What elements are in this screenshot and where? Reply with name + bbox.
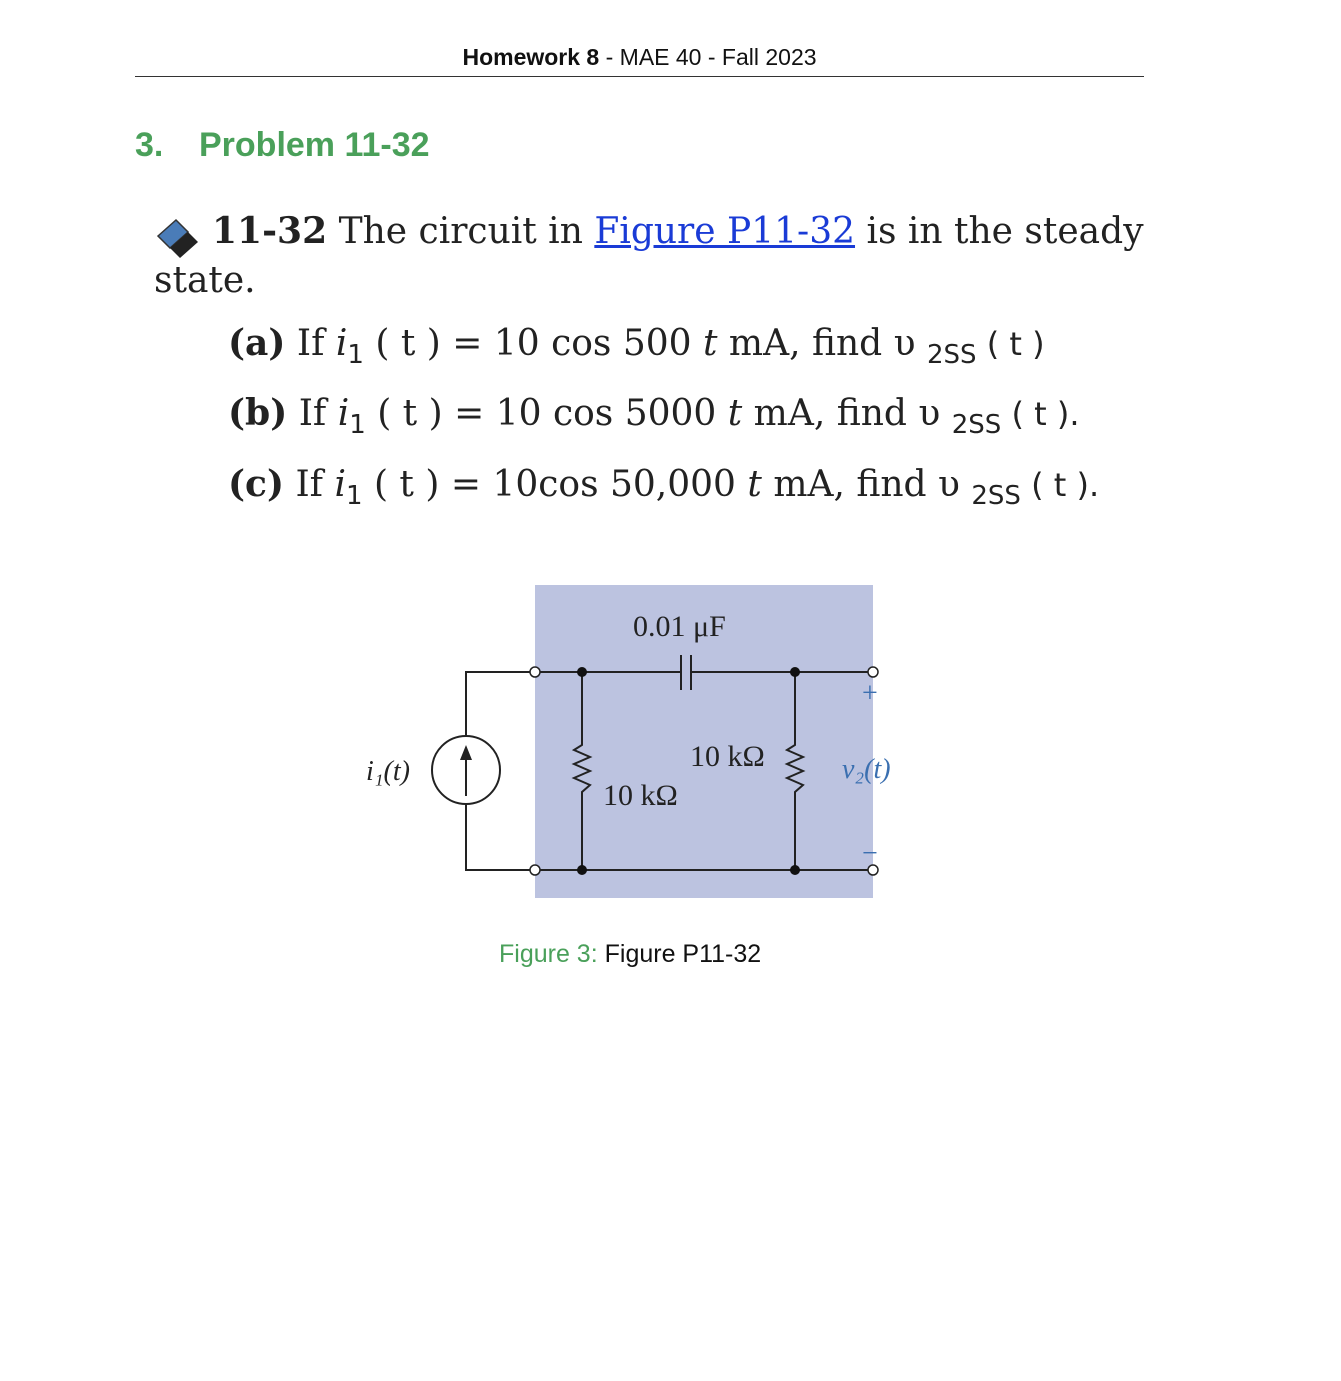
capacitor-label: 0.01 μF [633, 610, 726, 643]
node [577, 667, 587, 677]
caption-label: Figure 3: [499, 940, 598, 968]
sub: 1 [347, 340, 364, 370]
var-t: t [747, 464, 762, 505]
part-text: If [287, 393, 338, 434]
caption-text: Figure P11-32 [597, 940, 762, 968]
part-text: If [285, 323, 336, 364]
statement-line2: state. [154, 260, 256, 301]
r2-label: 10 kΩ [690, 740, 765, 773]
var-i: i [337, 393, 350, 434]
part-text: mA, find υ [717, 323, 927, 364]
part-text: ( t ) = 10cos 50,000 [362, 464, 748, 505]
part-label: (b) [228, 392, 288, 434]
sub: 2SS [971, 481, 1021, 511]
figure-link[interactable]: Figure P11-32 [594, 211, 856, 252]
node [577, 865, 587, 875]
terminal [868, 667, 878, 677]
source-label: i₁(t) [366, 756, 410, 787]
minus-sign: − [862, 838, 878, 869]
part-text: ( t ) [976, 325, 1045, 363]
problem-number: 11-32 [212, 210, 328, 252]
wire [466, 672, 530, 736]
part-text: ( t ). [1001, 395, 1080, 433]
output-label: v₂(t) [842, 754, 891, 785]
figure-caption [499, 940, 761, 969]
section-title: Problem 11-32 [199, 126, 430, 164]
part-text: ( t ) = 10 cos 5000 [365, 393, 728, 434]
terminal [530, 667, 540, 677]
statement-text: The circuit in [327, 211, 595, 252]
part-label: (c) [228, 463, 284, 505]
header-course: - MAE 40 - Fall 2023 [599, 44, 817, 70]
sub: 1 [349, 410, 366, 440]
statement-text: is in the steady [855, 211, 1144, 252]
node [790, 865, 800, 875]
sub: 2SS [951, 410, 1002, 440]
part-text: mA, find υ [742, 393, 952, 434]
part-text: If [284, 464, 335, 505]
header-title: Homework 8 [462, 44, 600, 70]
part-text: ( t ) = 10 cos 500 [363, 323, 704, 364]
var-t: t [703, 323, 718, 364]
sub: 2SS [926, 340, 977, 370]
wire [466, 804, 530, 870]
section-number: 3. [135, 126, 164, 164]
arrow-head-icon [460, 745, 472, 760]
var-t: t [727, 393, 743, 434]
var-i: i [335, 323, 348, 364]
plus-sign: + [862, 678, 878, 709]
terminal [530, 865, 540, 875]
var-i: i [334, 464, 346, 505]
part-label: (a) [228, 322, 286, 364]
sub: 1 [345, 481, 363, 511]
r1-label: 10 kΩ [603, 779, 678, 812]
part-text: mA, find υ [761, 464, 972, 505]
part-text: ( t ). [1020, 466, 1100, 504]
node [790, 667, 800, 677]
